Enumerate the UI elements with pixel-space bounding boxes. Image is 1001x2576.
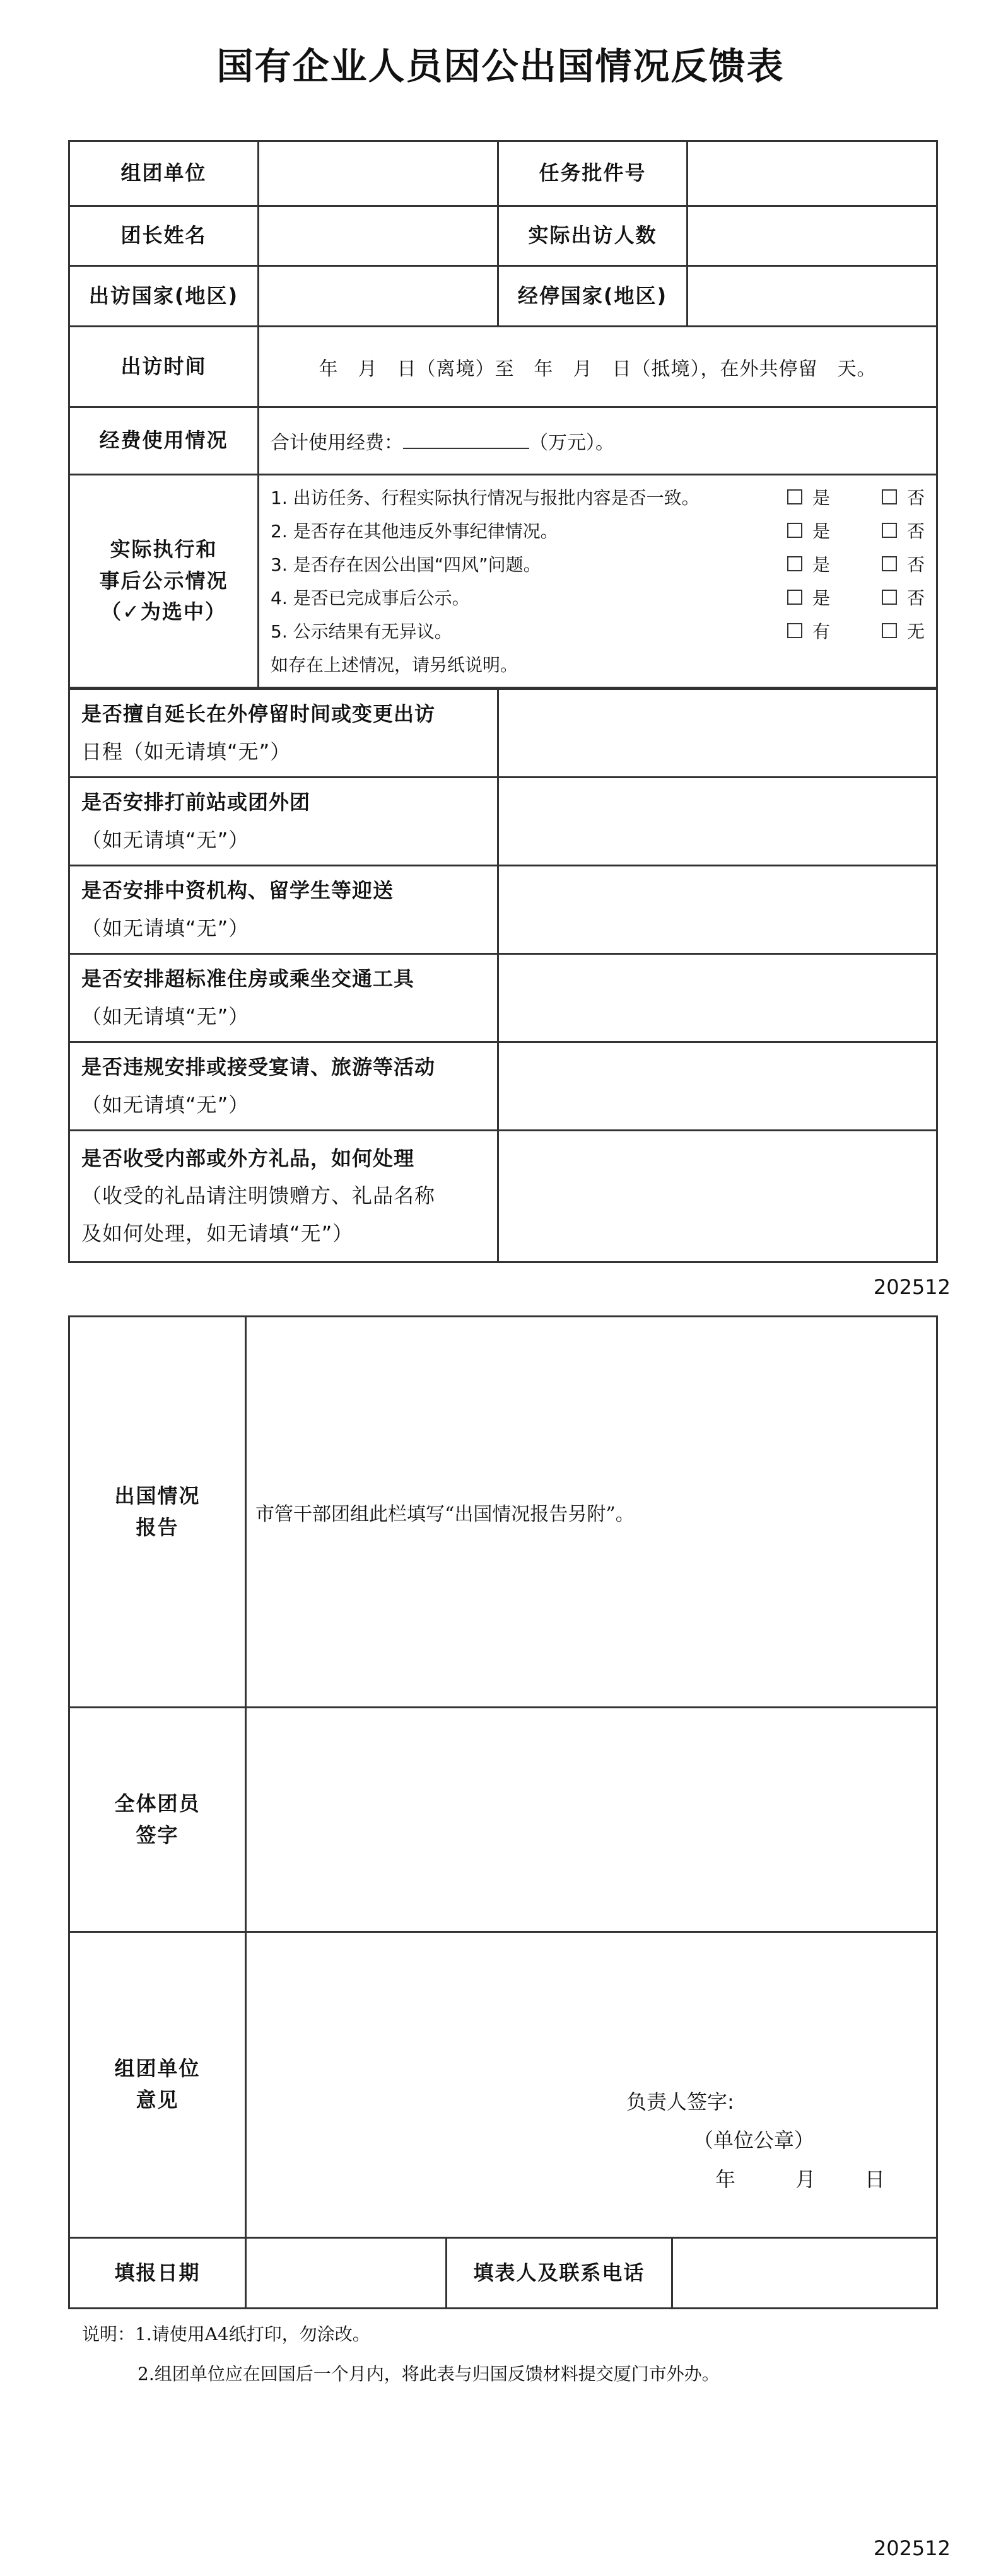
check-item (271, 548, 925, 581)
fill-date-field[interactable] (246, 2238, 447, 2309)
question-label (69, 778, 498, 866)
feedback-table-report (68, 1315, 938, 2309)
question-text: 是否安排中资机构、留学生等迎送 (81, 878, 394, 903)
checkbox-icon (882, 489, 897, 504)
question-label (69, 866, 498, 954)
answer-field[interactable] (498, 866, 937, 954)
signer-label: 负责人签字: (626, 2090, 734, 2114)
question-text: 是否擅自延长在外停留时间或变更出访 (81, 702, 436, 726)
group-opinion-field[interactable] (246, 1932, 937, 2238)
check-item-text: 3. 是否存在因公出国“四风”问题。 (271, 554, 541, 575)
question-sub: （如无请填“无”） (81, 1092, 250, 1117)
check-item (271, 515, 925, 548)
date-year: 年 (715, 2167, 736, 2191)
notes-line-2: 2.组团单位应在回国后一个月内，将此表与归国反馈材料提交厦门市外办。 (138, 2363, 720, 2384)
check-item (271, 615, 925, 648)
report-field[interactable]: 市管干部团组此栏填写“出国情况报告另附”。 (246, 1317, 937, 1708)
question-text: 是否安排超标准住房或乘坐交通工具 (81, 967, 415, 991)
question-label (69, 954, 498, 1042)
approval-no-label: 任务批件号 (498, 141, 688, 206)
notes-line-1: 说明：1.请使用A4纸打印，勿涂改。 (82, 2324, 370, 2345)
checkbox-icon (787, 523, 802, 538)
country-field[interactable] (259, 266, 498, 327)
checkbox-yes[interactable]: 是 (787, 515, 830, 548)
group-unit-label: 组团单位 (69, 141, 259, 206)
question-sub: （如无请填“无”） (81, 916, 250, 940)
question-sub: 及如何处理，如无请填“无”） (81, 1221, 354, 1245)
form-title: 国有企业人员因公出国情况反馈表 (216, 45, 785, 88)
checkbox-icon (787, 623, 802, 638)
visit-time-label: 出访时间 (69, 327, 259, 407)
question-text: 是否违规安排或接受宴请、旅游等活动 (81, 1055, 436, 1080)
checkbox-icon (882, 523, 897, 538)
leader-name-field[interactable] (259, 206, 498, 266)
seal-label: （单位公章） (693, 2128, 815, 2152)
execution-label (69, 475, 259, 688)
checkbox-icon (787, 556, 802, 571)
answer-field[interactable] (498, 689, 937, 778)
report-label: 出国情况 报告 (69, 1317, 246, 1708)
checkbox-yes[interactable]: 是 (787, 581, 830, 615)
question-text: 是否安排打前站或团外团 (81, 790, 311, 815)
date-day: 日 (865, 2167, 886, 2191)
question-label (69, 1131, 498, 1262)
checkbox-yes[interactable]: 是 (787, 481, 830, 515)
checkbox-icon (787, 489, 802, 504)
checkbox-icon (882, 623, 897, 638)
form-code: 202512 (873, 1275, 951, 1299)
check-item (271, 581, 925, 615)
answer-field[interactable] (498, 778, 937, 866)
members-signature-field[interactable] (246, 1708, 937, 1932)
filler-contact-field[interactable] (672, 2238, 937, 2309)
funds-prefix: 合计使用经费： (271, 432, 403, 454)
checkbox-no[interactable]: 否 (882, 548, 925, 581)
leader-name-label: 团长姓名 (69, 206, 259, 266)
question-label (69, 1042, 498, 1131)
visit-time-field[interactable]: 年 月 日（离境）至 年 月 日（抵境），在外共停留 天。 (259, 327, 937, 407)
funds-label: 经费使用情况 (69, 407, 259, 475)
feedback-table-main (68, 140, 938, 689)
checkbox-icon (787, 590, 802, 605)
form-code-footer: 202512 (873, 2536, 951, 2560)
checkbox-no[interactable]: 否 (882, 481, 925, 515)
checkbox-no[interactable]: 否 (882, 515, 925, 548)
group-unit-field[interactable] (259, 141, 498, 206)
filler-contact-label: 填表人及联系电话 (447, 2238, 672, 2309)
check-item-text: 5. 公示结果有无异议。 (271, 621, 452, 642)
approval-no-field[interactable] (688, 141, 937, 206)
transit-country-label: 经停国家(地区) (498, 266, 688, 327)
members-signature-label: 全体团员 签字 (69, 1708, 246, 1932)
question-sub: 日程（如无请填“无”） (81, 739, 291, 764)
funds-blank[interactable] (403, 430, 529, 449)
checkbox-no[interactable]: 否 (882, 581, 925, 615)
feedback-table-questions (68, 688, 938, 1263)
country-label: 出访国家(地区) (69, 266, 259, 327)
transit-country-field[interactable] (688, 266, 937, 327)
fill-date-label: 填报日期 (69, 2238, 246, 2309)
funds-suffix: （万元）。 (529, 432, 614, 454)
date-month: 月 (795, 2167, 816, 2191)
answer-field[interactable] (498, 1042, 937, 1131)
group-opinion-label: 组团单位 意见 (69, 1932, 246, 2238)
execution-label-line: 事后公示情况 (99, 568, 228, 593)
question-sub: （如无请填“无”） (81, 827, 250, 852)
check-item-text: 1. 出访任务、行程实际执行情况与报批内容是否一致。 (271, 487, 700, 508)
actual-count-label: 实际出访人数 (498, 206, 688, 266)
answer-field[interactable] (498, 954, 937, 1042)
checkbox-yes[interactable]: 是 (787, 548, 830, 581)
funds-field[interactable] (259, 407, 937, 475)
execution-label-line: 实际执行和 (110, 537, 218, 562)
check-item-text: 2. 是否存在其他违反外事纪律情况。 (271, 520, 558, 542)
check-item-text: 4. 是否已完成事后公示。 (271, 587, 470, 609)
check-item (271, 481, 925, 515)
checkbox-icon (882, 590, 897, 605)
checkbox-have[interactable]: 有 (787, 615, 830, 648)
checkbox-none[interactable]: 无 (882, 615, 925, 648)
question-text: 是否收受内部或外方礼品，如何处理 (81, 1146, 415, 1171)
execution-label-line: （✓为选中） (101, 600, 226, 624)
answer-field[interactable] (498, 1131, 937, 1262)
question-label (69, 689, 498, 778)
execution-checklist (259, 475, 937, 688)
question-sub: （如无请填“无”） (81, 1004, 250, 1029)
actual-count-field[interactable] (688, 206, 937, 266)
checkbox-icon (882, 556, 897, 571)
checks-note: 如存在上述情况，请另纸说明。 (271, 654, 518, 675)
question-sub: （收受的礼品请注明馈赠方、礼品名称 (81, 1184, 436, 1208)
